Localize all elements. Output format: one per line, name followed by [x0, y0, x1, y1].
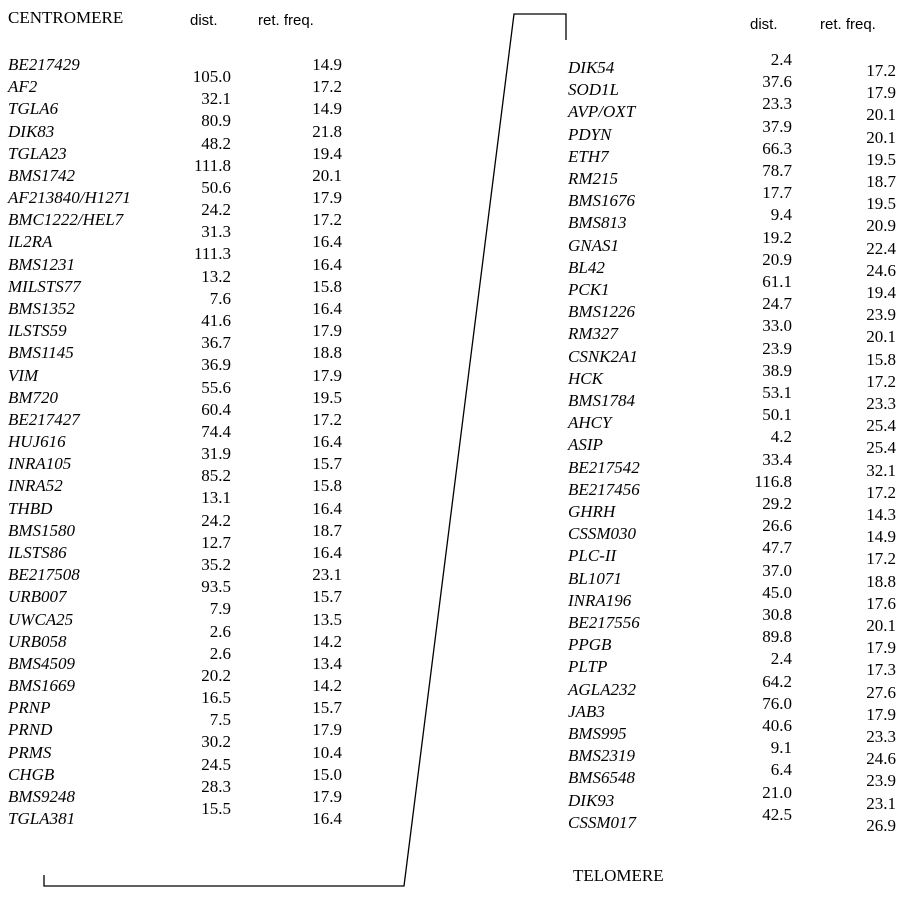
left-distance: 15.5: [201, 798, 231, 818]
left-marker: BE217508: [8, 565, 80, 585]
right-distance: 53.1: [762, 383, 792, 402]
right-marker: HCK: [568, 368, 603, 388]
telomere-label: TELOMERE: [573, 866, 664, 885]
right-marker: CSSM030: [568, 524, 636, 544]
right-distance: 19.2: [762, 227, 792, 247]
right-marker: JAB3: [568, 701, 605, 721]
right-distance: 17.7: [762, 183, 792, 203]
left-frequency: 16.4: [312, 498, 342, 518]
left-distance: 36.9: [201, 355, 231, 375]
left-frequency: 17.2: [312, 77, 342, 97]
right-marker: DIK54: [568, 58, 615, 77]
left-marker: BMS1742: [8, 165, 76, 185]
right-frequency: 20.1: [866, 105, 896, 125]
right-frequency: 15.8: [866, 349, 896, 369]
left-marker: BM720: [8, 387, 59, 407]
right-frequency: 17.9: [866, 83, 896, 103]
left-marker: BMS1231: [8, 254, 76, 274]
left-marker: HUJ616: [8, 432, 66, 452]
right-frequency: 17.2: [866, 371, 896, 391]
left-distance: 105.0: [192, 67, 231, 86]
right-frequency: 23.9: [866, 305, 896, 325]
left-frequency: 13.4: [312, 653, 342, 673]
right-marker: ETH7: [568, 146, 609, 166]
left-distance: 13.1: [201, 488, 231, 508]
left-frequency: 18.7: [312, 520, 342, 540]
right-marker: BMS6548: [568, 768, 636, 788]
left-frequency: 17.9: [312, 786, 342, 806]
left-distance: 24.5: [201, 754, 231, 774]
left-marker: TGLA381: [8, 809, 76, 829]
left-distance: 16.5: [201, 688, 231, 708]
right-marker: AHCY: [568, 413, 612, 433]
right-distance: 66.3: [762, 138, 792, 158]
right-frequency: 32.1: [866, 460, 896, 480]
left-frequency: 16.4: [312, 254, 342, 274]
right-frequency: 27.6: [866, 682, 896, 702]
left-frequency: 15.8: [312, 476, 342, 496]
right-distance: 76.0: [762, 693, 792, 713]
right-marker: GHRH: [568, 502, 616, 521]
centromere-label: CENTROMERE: [8, 8, 124, 27]
left-marker: ILSTS86: [8, 542, 67, 562]
left-frequency: 17.9: [312, 321, 342, 341]
left-frequency: 15.0: [312, 764, 342, 784]
right-frequency: 22.4: [866, 238, 896, 258]
right-frequency: 17.9: [866, 638, 896, 658]
right-marker: BMS1784: [568, 391, 636, 410]
left-marker: PRMS: [8, 742, 52, 762]
left-frequency: 17.9: [312, 188, 342, 208]
left-frequency: 19.5: [312, 387, 342, 407]
right-frequency: 17.2: [866, 61, 896, 80]
right-frequency: 20.1: [866, 127, 896, 147]
right-frequency: 24.6: [866, 260, 896, 280]
left-distance: 24.2: [201, 510, 231, 530]
left-distance: 2.6: [209, 643, 231, 663]
left-distance: 31.9: [201, 444, 231, 464]
right-marker: BMS1676: [568, 191, 636, 211]
left-frequency: 14.9: [312, 99, 342, 119]
left-frequency: 20.1: [312, 165, 342, 185]
right-distance: 20.9: [762, 249, 792, 269]
right-frequency: 17.2: [866, 482, 896, 502]
right-marker: BL42: [568, 257, 605, 277]
left-distance: 2.6: [209, 621, 231, 641]
left-distance: 36.7: [201, 333, 231, 353]
left-marker: ILSTS59: [8, 321, 67, 341]
left-frequency: 15.7: [312, 587, 342, 607]
right-distance: 37.0: [762, 560, 792, 580]
left-frequency: 16.4: [312, 809, 342, 829]
left-frequency: 14.2: [312, 631, 342, 651]
right-distance: 9.1: [770, 738, 792, 758]
right-marker: PPGB: [568, 635, 612, 655]
right-frequency: 19.5: [866, 149, 896, 169]
left-frequency: 13.5: [312, 609, 342, 629]
right-marker: RM327: [568, 324, 619, 344]
left-frequency: 21.8: [312, 121, 342, 141]
left-distance: 55.6: [201, 377, 231, 397]
left-marker: URB007: [8, 587, 67, 607]
right-distance: 61.1: [762, 272, 792, 291]
left-frequency: 16.4: [312, 432, 342, 452]
left-marker: CHGB: [8, 764, 55, 784]
right-distance: 37.6: [762, 72, 792, 92]
right-marker: CSSM017: [568, 812, 636, 832]
left-frequency: 16.4: [312, 542, 342, 562]
left-marker: THBD: [8, 498, 53, 518]
left-frequency: 14.9: [312, 55, 342, 74]
left-distance: 12.7: [201, 532, 231, 552]
right-frequency: 20.1: [866, 616, 896, 635]
left-marker: BMS1145: [8, 343, 74, 363]
right-distance: 45.0: [762, 582, 792, 602]
right-frequency: 24.6: [866, 749, 896, 769]
right-frequency: 25.4: [866, 438, 896, 458]
right-distance: 26.6: [762, 516, 792, 536]
right-distance: 40.6: [762, 716, 792, 735]
left-marker: IL2RA: [8, 232, 53, 252]
left-marker: BE217429: [8, 55, 80, 74]
right-frequency: 23.1: [866, 793, 896, 813]
right-frequency: 17.9: [866, 704, 896, 724]
right-freq-header: ret. freq.: [820, 16, 876, 33]
left-distance: 111.8: [194, 155, 231, 175]
left-frequency: 17.9: [312, 720, 342, 740]
right-marker: PLC-II: [568, 546, 617, 566]
right-distance: 33.0: [762, 316, 792, 336]
right-frequency: 17.3: [866, 660, 896, 680]
right-distance: 23.9: [762, 338, 792, 358]
right-dist-header: dist.: [750, 16, 778, 33]
left-frequency: 16.4: [312, 232, 342, 252]
right-marker: ASIP: [568, 435, 603, 455]
left-marker: BMS4509: [8, 653, 76, 673]
right-frequency: 18.7: [866, 172, 896, 191]
left-marker: DIK83: [8, 121, 55, 141]
left-distance: 7.9: [209, 599, 231, 619]
left-distance: 41.6: [201, 310, 231, 330]
right-distance: 30.8: [762, 605, 792, 624]
left-marker: BMS1352: [8, 298, 76, 318]
left-frequency: 19.4: [312, 143, 342, 163]
left-frequency: 16.4: [312, 298, 342, 318]
left-distance: 24.2: [201, 200, 231, 220]
left-distance: 74.4: [201, 421, 231, 441]
left-distance: 80.9: [201, 111, 231, 131]
left-frequency: 10.4: [312, 742, 342, 762]
right-frequency: 23.3: [866, 727, 896, 746]
left-distance: 7.5: [209, 710, 231, 730]
left-marker: BMC1222/HEL7: [8, 210, 124, 230]
right-frequency: 17.6: [866, 593, 896, 613]
left-frequency: 14.2: [312, 676, 342, 696]
right-marker: RM215: [568, 169, 619, 188]
left-marker: UWCA25: [8, 609, 74, 629]
left-distance: 7.6: [209, 288, 231, 308]
right-distance: 64.2: [762, 671, 792, 691]
left-marker: PRND: [8, 720, 53, 740]
left-marker: MILSTS77: [8, 276, 81, 296]
left-distance: 93.5: [201, 577, 231, 597]
left-marker: BMS1580: [8, 520, 76, 540]
left-frequency: 18.8: [312, 343, 342, 363]
left-distance: 50.6: [201, 177, 231, 197]
left-marker: TGLA6: [8, 99, 59, 119]
right-marker: BE217456: [568, 479, 640, 499]
right-marker: BMS995: [568, 724, 627, 743]
right-frequency: 14.9: [866, 527, 896, 547]
right-frequency: 17.2: [866, 549, 896, 569]
left-marker: TGLA23: [8, 143, 67, 163]
left-frequency: 17.2: [312, 409, 342, 429]
left-marker: BMS9248: [8, 786, 76, 806]
left-distance: 111.3: [194, 244, 231, 264]
right-frequency: 23.9: [866, 771, 896, 791]
right-distance: 2.4: [770, 50, 792, 69]
left-frequency: 17.2: [312, 210, 342, 230]
right-distance: 42.5: [762, 804, 792, 824]
right-frequency: 19.4: [866, 283, 896, 302]
left-frequency: 15.7: [312, 698, 342, 718]
left-marker: INRA52: [8, 476, 63, 496]
right-distance: 4.2: [770, 427, 792, 447]
left-frequency: 17.9: [312, 365, 342, 385]
right-marker: BMS2319: [568, 746, 636, 766]
right-distance: 29.2: [762, 494, 792, 513]
right-marker: INRA196: [568, 590, 632, 610]
left-marker: URB058: [8, 631, 67, 651]
right-distance: 33.4: [762, 449, 792, 469]
left-marker: INRA105: [8, 454, 72, 474]
left-distance: 85.2: [201, 466, 231, 486]
right-marker: AVP/OXT: [568, 102, 636, 122]
right-distance: 23.3: [762, 94, 792, 114]
left-marker: PRNP: [8, 698, 51, 718]
right-distance: 78.7: [762, 161, 792, 180]
right-distance: 89.8: [762, 627, 792, 647]
left-distance: 48.2: [201, 133, 231, 153]
left-distance: 20.2: [201, 665, 231, 685]
left-distance: 31.3: [201, 222, 231, 242]
right-distance: 2.4: [770, 649, 792, 669]
right-distance: 50.1: [762, 405, 792, 425]
right-distance: 38.9: [762, 360, 792, 380]
left-distance: 35.2: [201, 554, 231, 574]
left-distance: 30.2: [201, 732, 231, 752]
right-marker: BE217542: [568, 457, 640, 477]
right-marker: PDYN: [568, 124, 612, 144]
left-freq-header: ret. freq.: [258, 12, 314, 29]
right-marker: PLTP: [568, 657, 608, 677]
right-marker: DIK93: [568, 790, 615, 810]
right-frequency: 23.3: [866, 394, 896, 413]
right-marker: BMS813: [568, 213, 627, 233]
right-marker: BE217556: [568, 613, 640, 632]
right-distance: 116.8: [754, 471, 792, 491]
left-frequency: 15.7: [312, 454, 342, 474]
left-distance: 28.3: [201, 776, 231, 796]
right-distance: 9.4: [770, 205, 792, 225]
right-frequency: 19.5: [866, 194, 896, 214]
right-distance: 21.0: [762, 782, 792, 802]
right-marker: BMS1226: [568, 302, 636, 322]
right-frequency: 14.3: [866, 505, 896, 524]
left-marker: AF2: [8, 77, 38, 97]
left-distance: 13.2: [201, 266, 231, 286]
right-distance: 24.7: [762, 294, 792, 314]
left-distance: 32.1: [201, 89, 231, 109]
right-marker: CSNK2A1: [568, 346, 638, 366]
right-distance: 6.4: [770, 760, 792, 780]
left-marker: VIM: [8, 365, 39, 385]
right-frequency: 25.4: [866, 416, 896, 436]
left-dist-header: dist.: [190, 12, 218, 29]
left-frequency: 23.1: [312, 565, 342, 585]
right-frequency: 18.8: [866, 571, 896, 591]
right-distance: 47.7: [762, 538, 792, 558]
right-marker: AGLA232: [568, 679, 636, 699]
right-frequency: 20.9: [866, 216, 896, 236]
left-marker: BMS1669: [8, 676, 76, 696]
right-marker: PCK1: [568, 280, 610, 299]
right-marker: BL1071: [568, 568, 622, 588]
right-marker: GNAS1: [568, 235, 619, 255]
right-distance: 37.9: [762, 116, 792, 136]
right-frequency: 26.9: [866, 815, 896, 835]
left-frequency: 15.8: [312, 276, 342, 296]
right-marker: SOD1L: [568, 80, 620, 100]
left-distance: 60.4: [201, 399, 231, 419]
left-marker: AF213840/H1271: [8, 188, 131, 208]
left-marker: BE217427: [8, 409, 80, 429]
right-frequency: 20.1: [866, 327, 896, 347]
